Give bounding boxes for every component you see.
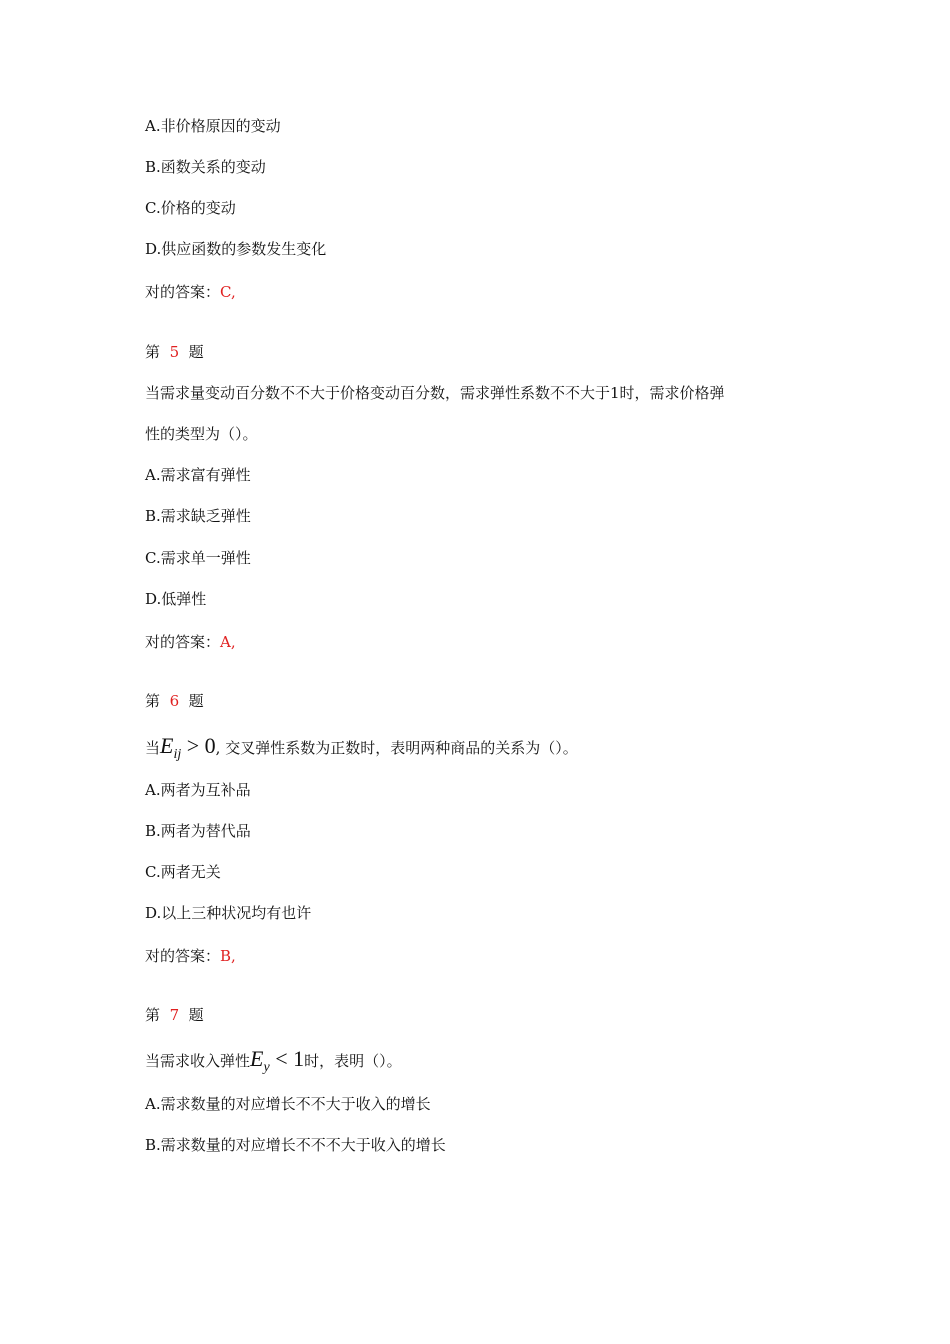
- q6-option-d: D.以上三种状况均有也许: [145, 904, 312, 922]
- q5-stem-line1: 当需求量变动百分数不不大于价格变动百分数，需求弹性系数不不大于1时，需求价格弹: [145, 384, 725, 402]
- q5-option-b: B.需求缺乏弹性: [145, 507, 251, 525]
- formula-relation: > 0: [181, 733, 216, 758]
- q5-option-a: A.需求富有弹性: [145, 466, 251, 484]
- formula-subscript: ij: [173, 747, 182, 762]
- q4-answer: [145, 282, 236, 302]
- q7-heading: [145, 1005, 204, 1025]
- formula-variable: E: [160, 733, 174, 758]
- q6-option-b: B.两者为替代品: [145, 822, 251, 840]
- formula-subscript: y: [263, 1060, 270, 1075]
- q4-option-b: B.函数关系的变动: [145, 158, 266, 176]
- q5-option-c: C.需求单一弹性: [145, 549, 251, 567]
- question-heading-suffix: 题: [188, 692, 204, 710]
- formula: [160, 733, 216, 762]
- q4-option-c: C.价格的变动: [145, 199, 236, 217]
- q4-option-d: D.供应函数的参数发生变化: [145, 240, 327, 258]
- question-number: 7: [169, 1006, 180, 1024]
- answer-label: 对的答案：: [145, 633, 221, 651]
- q4-option-a: A.非价格原因的变动: [145, 117, 281, 135]
- stem-suffix: 时，表明（）。: [304, 1052, 402, 1070]
- stem-prefix: 当需求收入弹性: [145, 1052, 251, 1070]
- question-number: 5: [169, 343, 180, 361]
- answer-label: 对的答案：: [145, 283, 221, 301]
- answer-label: 对的答案：: [145, 947, 221, 965]
- answer-value: B,: [220, 947, 236, 965]
- question-heading-suffix: 题: [188, 343, 204, 361]
- question-heading-prefix: 第: [145, 692, 161, 710]
- q5-heading: [145, 342, 204, 362]
- stem-prefix: 当: [145, 739, 161, 757]
- question-heading-prefix: 第: [145, 343, 161, 361]
- q6-heading: [145, 691, 204, 711]
- q7-option-a: A.需求数量的对应增长不不大于收入的增长: [145, 1095, 431, 1113]
- q5-option-d: D.低弹性: [145, 590, 207, 608]
- q6-option-a: A.两者为互补品: [145, 781, 251, 799]
- question-heading-prefix: 第: [145, 1006, 161, 1024]
- q7-stem: [145, 1046, 402, 1076]
- formula-relation: < 1: [269, 1046, 305, 1071]
- q6-answer: [145, 946, 236, 966]
- stem-suffix: , 交叉弹性系数为正数时，表明两种商品的关系为（）。: [215, 739, 578, 757]
- q6-stem: [145, 733, 578, 763]
- formula: [250, 1046, 305, 1075]
- question-number: 6: [169, 692, 180, 710]
- answer-value: C,: [220, 283, 236, 301]
- q7-option-b: B.需求数量的对应增长不不不大于收入的增长: [145, 1136, 446, 1154]
- q5-answer: [145, 632, 236, 652]
- q5-stem-line2: 性的类型为（）。: [145, 425, 258, 443]
- answer-value: A,: [220, 633, 236, 651]
- question-heading-suffix: 题: [188, 1006, 204, 1024]
- formula-variable: E: [250, 1046, 264, 1071]
- q6-option-c: C.两者无关: [145, 863, 221, 881]
